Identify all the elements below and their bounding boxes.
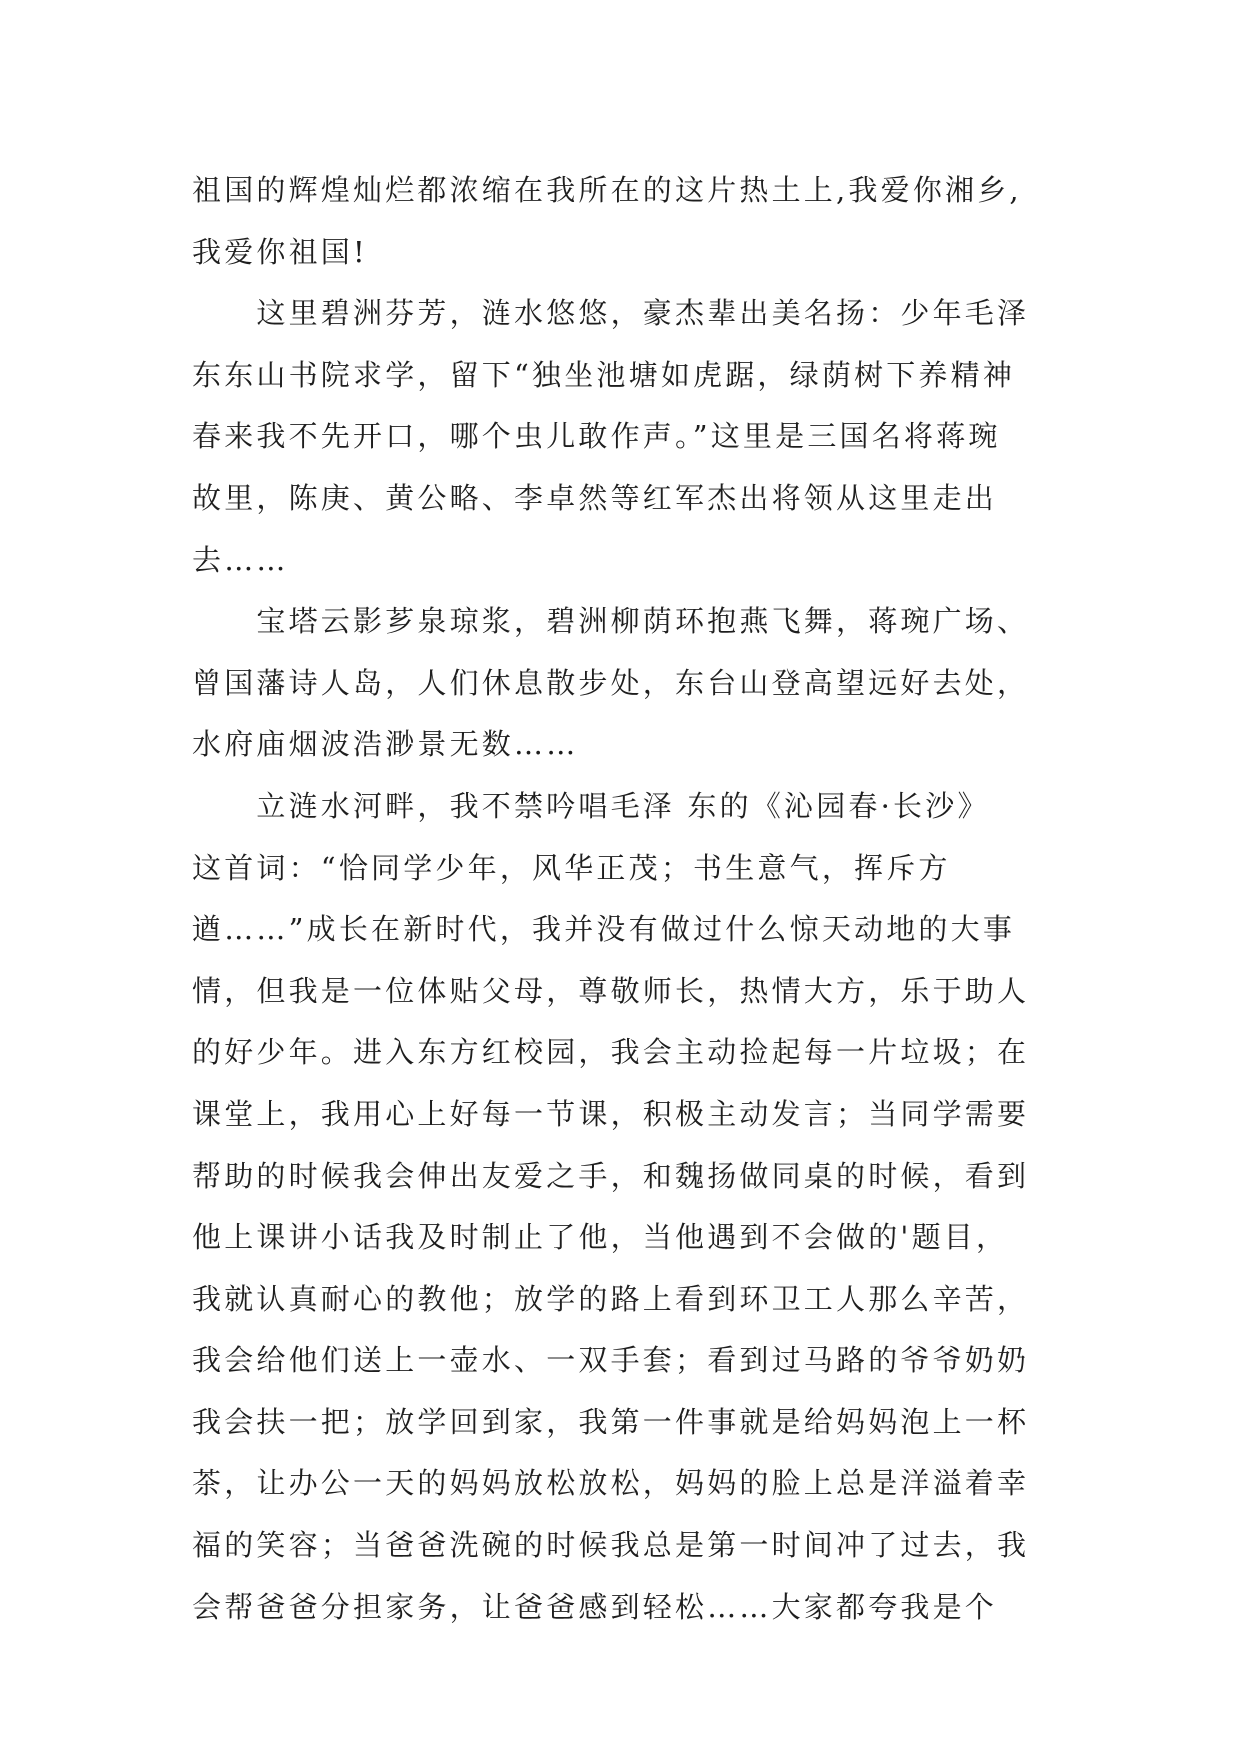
text-line: 的好少年。进入东方红校园，我会主动捡起每一片垃圾；在 [192, 1035, 1030, 1070]
text-line: 春来我不先开口，哪个虫儿敢作声。”这里是三国名将蒋琬 [192, 419, 1001, 454]
text-line: 我就认真耐心的教他；放学的路上看到环卫工人那么辛苦， [192, 1281, 1030, 1316]
body-text [192, 160, 1092, 1638]
text-line: 东东山书院求学，留下“独坐池塘如虎踞，绿荫树下养精神 [192, 357, 1016, 392]
text-line: 水府庙烟波浩渺景无数…… [192, 727, 579, 762]
text-line: 茶，让办公一天的妈妈放松放松，妈妈的脸上总是洋溢着幸 [192, 1466, 1030, 1501]
text-line: 帮助的时候我会伸出友爱之手，和魏扬做同桌的时候，看到 [192, 1158, 1030, 1193]
text-line: 祖国的辉煌灿烂都浓缩在我所在的这片热土上,我爱你湘乡, [192, 173, 1022, 207]
text-line: 会帮爸爸分担家务，让爸爸感到轻松……大家都夸我是个 [192, 1589, 998, 1624]
text-line: 故里，陈庚、黄公略、李卓然等红军杰出将领从这里走出 [192, 480, 998, 515]
text-line: 宝塔云影芗泉琼浆，碧洲柳荫环抱燕飞舞，蒋琬广场、 [192, 604, 1030, 639]
text-line: 这里碧洲芬芳，涟水悠悠，豪杰辈出美名扬：少年毛泽 [192, 296, 1030, 331]
text-line: 这首词：“恰同学少年，风华正茂；书生意气，挥斥方 [192, 850, 951, 885]
text-line: 曾国藩诗人岛，人们休息散步处，东台山登高望远好去处， [192, 665, 1030, 700]
text-line: 我会给他们送上一壶水、一双手套；看到过马路的爷爷奶奶 [192, 1343, 1030, 1378]
text-line: 课堂上，我用心上好每一节课，积极主动发言；当同学需要 [192, 1096, 1030, 1131]
text-line: 他上课讲小话我及时制止了他，当他遇到不会做的'题目， [192, 1220, 1009, 1255]
text-line: 我爱你祖国! [192, 234, 368, 269]
text-line: 遒……”成长在新时代，我并没有做过什么惊天动地的大事 [192, 912, 1016, 947]
text-line: 我会扶一把；放学回到家，我第一件事就是给妈妈泡上一杯 [192, 1404, 1030, 1439]
text-line: 去…… [192, 542, 289, 577]
text-line: 立涟水河畔，我不禁吟唱毛泽 东的《沁园春·长沙》 [192, 788, 990, 823]
text-line: 福的笑容；当爸爸洗碗的时候我总是第一时间冲了过去，我 [192, 1528, 1030, 1563]
text-line: 情，但我是一位体贴父母，尊敬师长，热情大方，乐于助人 [192, 973, 1030, 1008]
